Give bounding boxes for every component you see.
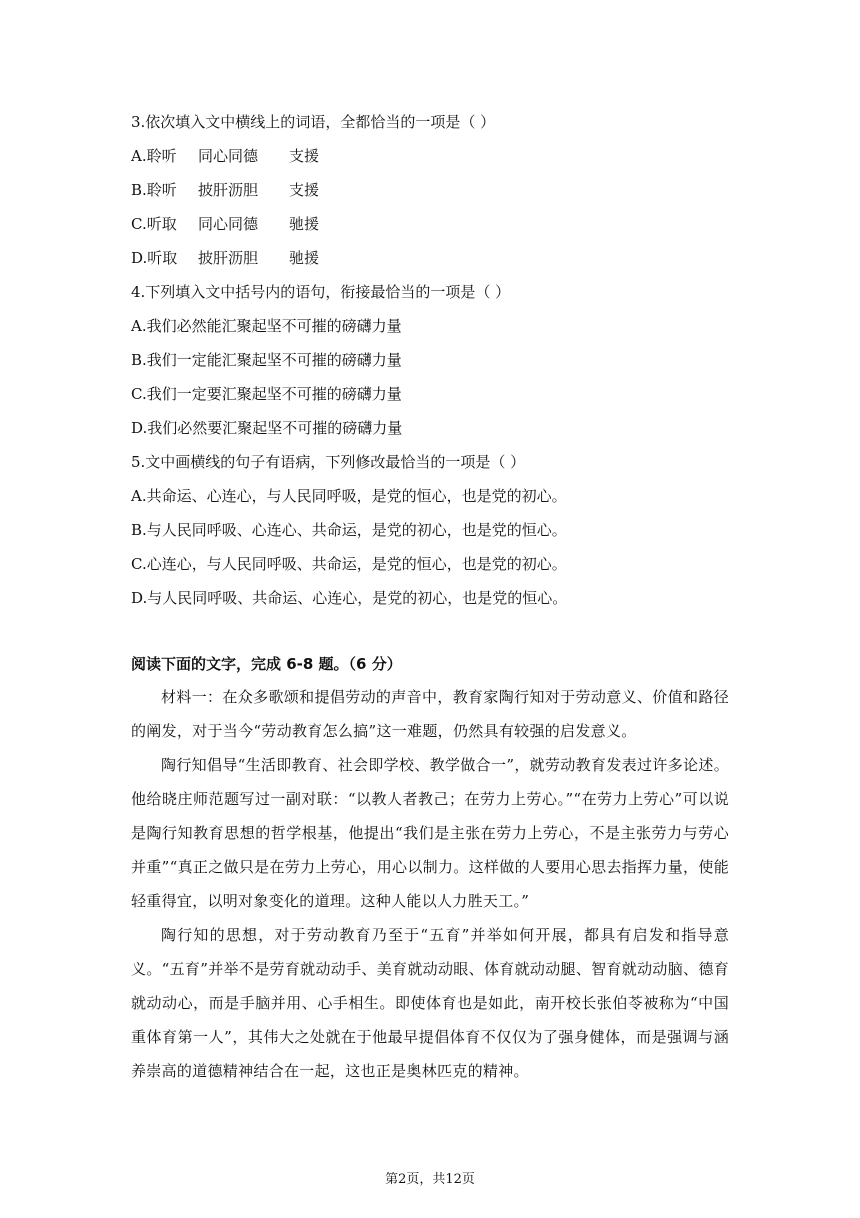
- question-3-option-b: [131, 180, 319, 200]
- question-4-option-c: C.我们一定要汇聚起坚不可摧的磅礴力量: [131, 385, 402, 403]
- question-4-option-a: A.我们必然能汇聚起坚不可摧的磅礴力量: [131, 317, 402, 335]
- option-word: 支援: [289, 181, 320, 199]
- option-word: 驰援: [289, 215, 320, 233]
- option-label: D.听取: [131, 249, 178, 267]
- option-label: C.听取: [131, 215, 177, 233]
- reading-heading: 阅读下面的文字，完成 6-8 题。（6 分）: [131, 655, 402, 673]
- option-label: A.聆听: [131, 147, 177, 165]
- question-5-option-a: A.共命运、心连心，与人民同呼吸，是党的恒心，也是党的初心。: [131, 487, 567, 505]
- option-label: B.聆听: [131, 181, 177, 199]
- question-3-stem: 3.依次填入文中横线上的词语，全都恰当的一项是（ ）: [131, 113, 496, 131]
- question-3-option-c: [131, 214, 319, 234]
- question-3-option-a: [131, 146, 319, 166]
- page-number: 第2页，共12页: [385, 1172, 475, 1187]
- reading-paragraph-3: 陶行知的思想，对于劳动教育乃至于“五育”并举如何开展，都具有启发和指导意义。“五育”并举不是劳育就动动手、美育就动动眼、体育就动动腿、智育就动动脑、德育就动动心，而是手脑并用、心手相生。即使体育也是如此，南开校长张伯苓被称为“中国重体育第一人”，其伟大之处就在于他最早提倡体育不仅仅为了强身健体，而是强调与涵养崇高的道德精神结合在一起，这也正是奥林匹克的精神。: [131, 926, 729, 1080]
- option-word: 支援: [289, 147, 320, 165]
- question-4-stem: 4.下列填入文中括号内的语句，衔接最恰当的一项是（ ）: [131, 283, 511, 301]
- question-4-option-b: B.我们一定能汇聚起坚不可摧的磅礴力量: [131, 351, 402, 369]
- reading-paragraph-1: 材料一：在众多歌颂和提倡劳动的声音中，教育家陶行知对于劳动意义、价值和路径的阐发，对于当今“劳动教育怎么搞”这一难题，仍然具有较强的启发意义。: [131, 688, 729, 740]
- reading-paragraph-2: 陶行知倡导“生活即教育、社会即学校、教学做合一”，就劳动教育发表过许多论述。他给晓庄师范题写过一副对联：“以教人者教己；在劳力上劳心。”“在劳力上劳心”可以说是陶行知教育思想的哲学根基，他提出“我们是主张在劳力上劳心，不是主张劳力与劳心并重”“真正之做只是在劳力上劳心，用心以制力。这样做的人要用心思去指挥力量，使能轻重得宜，以明对象变化的道理。这种人能以人力胜天工。”: [131, 756, 729, 910]
- option-word: 驰援: [289, 249, 320, 267]
- question-4-option-d: D.我们必然要汇聚起坚不可摧的磅礴力量: [131, 419, 403, 437]
- option-idiom: 披肝沥胆: [198, 249, 259, 267]
- question-5-option-d: D.与人民同呼吸、共命运、心连心，是党的初心，也是党的恒心。: [131, 589, 568, 607]
- option-idiom: 披肝沥胆: [198, 181, 259, 199]
- question-3-option-d: [131, 248, 319, 268]
- question-5-stem: 5.文中画横线的句子有语病，下列修改最恰当的一项是（ ）: [131, 453, 526, 471]
- question-5-option-b: B.与人民同呼吸、心连心、共命运，是党的初心，也是党的恒心。: [131, 521, 567, 539]
- question-5-option-c: C.心连心，与人民同呼吸、共命运，是党的恒心，也是党的初心。: [131, 555, 567, 573]
- option-idiom: 同心同德: [198, 147, 259, 165]
- option-idiom: 同心同德: [198, 215, 259, 233]
